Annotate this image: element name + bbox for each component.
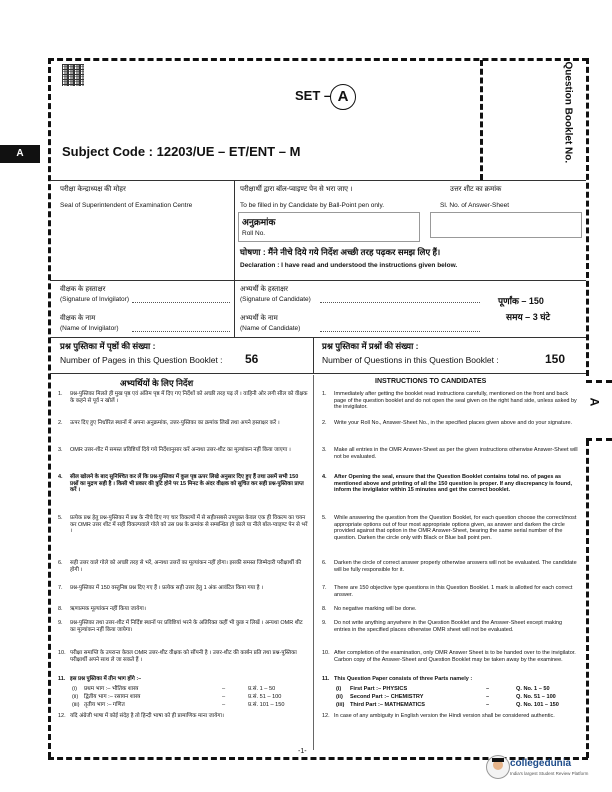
en-parts-list bbox=[336, 686, 576, 710]
questions-hi: प्रश्न पुस्तिका में प्रश्नों की संख्या : bbox=[322, 341, 419, 351]
declaration-en: Declaration : I have read and understood the instructions given below. bbox=[240, 262, 458, 269]
hi-instruction-9: 9. प्रश्न-पुस्तिका तथा उत्तर-शीट में निर्दिष्ट स्थानों पर प्रविष्टियां भरने के अतिरिक्त कहीं भी कुछ न लिखें । अन्यथा OMR शीट का मूल्यांकन नहीं किया जायेगा। bbox=[58, 620, 303, 633]
border-right-lower bbox=[586, 440, 589, 758]
hi-part-1: (i) प्रथम भाग :– भौतिक शास्त्र – प्र.सं. 1 – 50 bbox=[72, 686, 276, 692]
en-instruction-6: 6. Darken the circle of correct answer properly otherwise answers will not be evaluated. The candidate will be fully responsible for it. bbox=[322, 560, 577, 573]
cand-sig-line bbox=[320, 302, 480, 303]
cand-name-hi: अभ्यर्थी के नाम bbox=[240, 315, 278, 322]
answer-sheet-input[interactable] bbox=[430, 212, 582, 238]
counts-top-line bbox=[50, 337, 586, 338]
hi-instruction-4: 4. सील खोलने के बाद सुनिश्चित कर लें कि प्रश्न-पुस्तिका में कुल पृष्ठ ऊपर लिखे अनुसार दिए हुए हैं तथा उसमें सभी 150 प्रश्नों का मुद्रण सही है । किसी भी प्रकार की त्रुटि होने पर 15 मिनट के अंदर वीक्षक को सूचित कर सही प्रश्न-पुस्तिका प्राप्त करें । bbox=[58, 474, 304, 494]
en-instruction-12: 12. In case of any ambiguity in English version the Hindi version shall be considered authentic. bbox=[322, 713, 555, 719]
en-instruction-3: 3. Make all entries in the OMR Answer-Sheet as per the given instructions otherwise Answer-Sheet will not be evaluated. bbox=[322, 447, 578, 460]
set-label: SET – bbox=[295, 88, 332, 103]
ballpoint-en: To be filled in by Candidate by Ball-Point pen only. bbox=[240, 202, 385, 209]
hi-instruction-11: 11. इस प्रश्न पुस्तिका में तीन भाग होंगे :– bbox=[58, 676, 142, 682]
en-instruction-4: 4. After Opening the seal, ensure that the Question Booklet contains total no. of pages as mentioned above and printing of all the 150 question is proper. If any discrepancy is found, inform the invigilator within 15 minutes and get the correct booklet. bbox=[322, 474, 573, 494]
en-part-3: (iii) Third Part :– MATHEMATICS – Q. No. 101 – 150 bbox=[336, 702, 559, 708]
hi-instruction-2: 2. ऊपर दिए हुए निर्धारित स्थानों में अपना अनुक्रमांक, उत्तर-पुस्तिका का क्रमांक लिखें तथा अपने हस्ताक्षर करें । bbox=[58, 420, 280, 426]
border-right-upper bbox=[586, 58, 589, 376]
subject-code: Subject Code : 12203/UE – ET/ENT – M bbox=[62, 144, 301, 159]
inv-sig-line bbox=[132, 302, 230, 303]
cand-name-en: (Name of Candidate) bbox=[240, 325, 301, 332]
booklet-no-label: Question Booklet No. bbox=[562, 61, 574, 164]
inv-name-hi: वीक्षक के नाम bbox=[60, 315, 96, 322]
counts-bottom-line bbox=[50, 373, 586, 374]
brand-name[interactable]: collegedunia bbox=[510, 758, 572, 769]
form-top-line bbox=[50, 180, 586, 181]
seal-hi: परीक्षा केन्द्राध्यक्ष की मोहर bbox=[60, 186, 126, 193]
booklet-no-divider bbox=[480, 60, 483, 180]
roll-hi: अनुक्रमांक bbox=[242, 217, 276, 227]
cand-sig-en: (Signature of Candidate) bbox=[240, 296, 311, 303]
hi-parts-list bbox=[72, 686, 304, 710]
page-number: -1- bbox=[298, 748, 307, 755]
hi-instructions-title: अभ्यर्थियों के लिए निर्देश bbox=[120, 378, 194, 388]
inv-name-en: (Name of Invigilator) bbox=[60, 325, 119, 332]
en-instructions-title: INSTRUCTIONS TO CANDIDATES bbox=[375, 378, 487, 385]
set-value: A bbox=[330, 84, 356, 110]
pages-en: Number of Pages in this Question Booklet : bbox=[60, 355, 223, 365]
hi-instruction-1: 1. प्रश्न-पुस्तिका मिलते ही मुख पृष्ठ एवं अंतिम पृष्ठ में दिए गए निर्देशों को अच्छी तरह पढ़ लें । वाहिनी ओर लगी सील को वीक्षक के कहने से पूर्व न खोलें । bbox=[58, 391, 308, 404]
en-instruction-9: 9. Do not write anything anywhere in the Question Booklet and the Answer-Sheet except making entries in the specified places otherwise OMR sheet will not be evaluated. bbox=[322, 620, 563, 633]
max-marks: पूर्णांक – 150 bbox=[498, 296, 544, 306]
answer-sheet-en: Sl. No. of Answer-Sheet bbox=[440, 202, 510, 209]
declaration-hi: घोषणा : मैंने नीचे दिये गये निर्देश अच्छी तरह पढ़कर समझ लिए हैं। bbox=[240, 247, 441, 257]
side-tab: A bbox=[0, 145, 40, 163]
en-instruction-7: 7. There are 150 objective type questions in this Question Booklet. 1 mark is allotted for each correct answer. bbox=[322, 585, 573, 598]
en-instruction-8: 8. No negative marking will be done. bbox=[322, 606, 417, 612]
form-divider bbox=[234, 180, 235, 337]
questions-value: 150 bbox=[545, 352, 566, 366]
border-left bbox=[48, 58, 51, 758]
inv-name-line bbox=[132, 331, 230, 332]
brand-logo-icon bbox=[486, 755, 510, 779]
answer-sheet-hi: उत्तर शीट का क्रमांक bbox=[450, 186, 502, 193]
hi-instruction-7: 7. प्रश्न-पुस्तिका में 150 वस्तुनिष्ठ प्रश्न दिए गए हैं । प्रत्येक सही उत्तर हेतु 1 अंक आवंटित किया गया है । bbox=[58, 585, 264, 591]
questions-en: Number of Questions in this Question Booklet : bbox=[322, 355, 499, 365]
border-top bbox=[48, 58, 588, 61]
hi-instruction-3: 3. OMR उत्तर-शीट में समस्त प्रविष्टियाँ दिये गये निर्देशानुसार करें अन्यथा उत्तर-शीट का मूल्यांकन नहीं किया जाएगा । bbox=[58, 447, 291, 453]
right-tab: A bbox=[587, 397, 602, 407]
hi-instruction-8: 8. ऋणात्मक मूल्यांकन नहीं किया जायेगा। bbox=[58, 606, 146, 612]
en-part-2: (ii) Second Part :– CHEMISTRY – Q. No. 51 – 100 bbox=[336, 694, 556, 700]
hi-instruction-6: 6. सही उत्तर वाले गोले को अच्छी तरह से भरें, अन्यथा उत्तरों का मूल्यांकन नहीं होगा। इसकी समस्त जिम्मेदारी परीक्षार्थी की होगी । bbox=[58, 560, 302, 573]
hi-instruction-5: 5. प्रत्येक प्रश्न हेतु प्रश्न-पुस्तिका में प्रश्न के नीचे दिए गए चार विकल्पों में से सही/सबसे उपयुक्त केवल एक ही विकल्प का चयन कर OMR उत्तर शीट में सही विकल्पवाले गोले को उस प्रश्न के क्रमांक से सम्बन्धित हो काले या नीले बॉल-प्वाइण्ट पेन से भरें । bbox=[58, 515, 308, 535]
hi-instruction-12: 12. यदि अंग्रेजी भाषा में कोई संदेह है तो हिन्दी भाषा को ही प्रामाणिक माना जायेगा। bbox=[58, 713, 224, 719]
en-part-1: (i) First Part :– PHYSICS – Q. No. 1 – 50 bbox=[336, 686, 550, 692]
pages-hi: प्रश्न पुस्तिका में पृष्ठों की संख्या : bbox=[60, 341, 156, 351]
en-instruction-2: 2. Write your Roll No., Answer-Sheet No., in the specified places given above and do your signature. bbox=[322, 420, 573, 426]
inv-sig-hi: वीक्षक के हस्ताक्षर bbox=[60, 286, 106, 293]
instructions-divider bbox=[313, 375, 314, 750]
hi-instruction-10: 10. परीक्षा समाप्ति के उपरान्त केवल OMR उत्तर-शीट वीक्षक को सौंपनी है । उत्तर-शीट की कार्बन प्रति तथा प्रश्न-पुस्तिका परीक्षार्थी अपने साथ ले जा सकते हैं । bbox=[58, 650, 297, 663]
hi-part-3: (iii) तृतीय भाग :– गणित – प्र.सं. 101 – 150 bbox=[72, 702, 285, 708]
counts-divider bbox=[313, 337, 314, 373]
en-instruction-5: 5. While answering the question from the Question Booklet, for each question choose the correct/most appropriate options out of four most appropriate options given, as answer and darken the circle provided against that option in the OMR Answer-Sheet, bearing the same serial number of the question. Darken the circle only with Black or Blue ball point pen. bbox=[322, 515, 577, 541]
cand-name-line bbox=[320, 331, 480, 332]
seal-tab-top bbox=[586, 380, 612, 383]
en-instruction-1: 1. Immediately after getting the booklet read instructions carefully, mentioned on the front and back page of the question booklet and do not open the seal given on the right hand side, unless asked by the invigilator. bbox=[322, 391, 577, 411]
qr-code-icon bbox=[62, 64, 84, 86]
seal-en: Seal of Superintendent of Examination Centre bbox=[60, 202, 193, 209]
brand-tagline: India's largest Student Review Platform bbox=[510, 771, 589, 776]
cand-sig-hi: अभ्यर्थी के हस्ताक्षर bbox=[240, 286, 288, 293]
roll-en: Roll No. bbox=[242, 230, 266, 237]
ballpoint-hi: परीक्षार्थी द्वारा बॉल-प्वाइण्ट पेन से भरा जाए । bbox=[240, 186, 353, 193]
seal-tab-bottom bbox=[586, 438, 612, 441]
hi-part-2: (ii) द्वितीय भाग :– रसायन शास्त्र – प्र.सं. 51 – 100 bbox=[72, 694, 282, 700]
en-instruction-10: 10. After completion of the examination, only OMR Answer Sheet is to be handed over to the invigilator. Carbon copy of the Answer-Sheet and Question Booklet may be taken away by the examinee. bbox=[322, 650, 576, 663]
time-allowed: समय – 3 घंटे bbox=[506, 312, 551, 322]
en-instruction-11: 11. This Question Paper consists of three Parts namely : bbox=[322, 676, 473, 682]
inv-sig-en: (Signature of Invigilator) bbox=[60, 296, 130, 303]
form-mid-line bbox=[50, 280, 586, 281]
pages-value: 56 bbox=[245, 352, 259, 366]
